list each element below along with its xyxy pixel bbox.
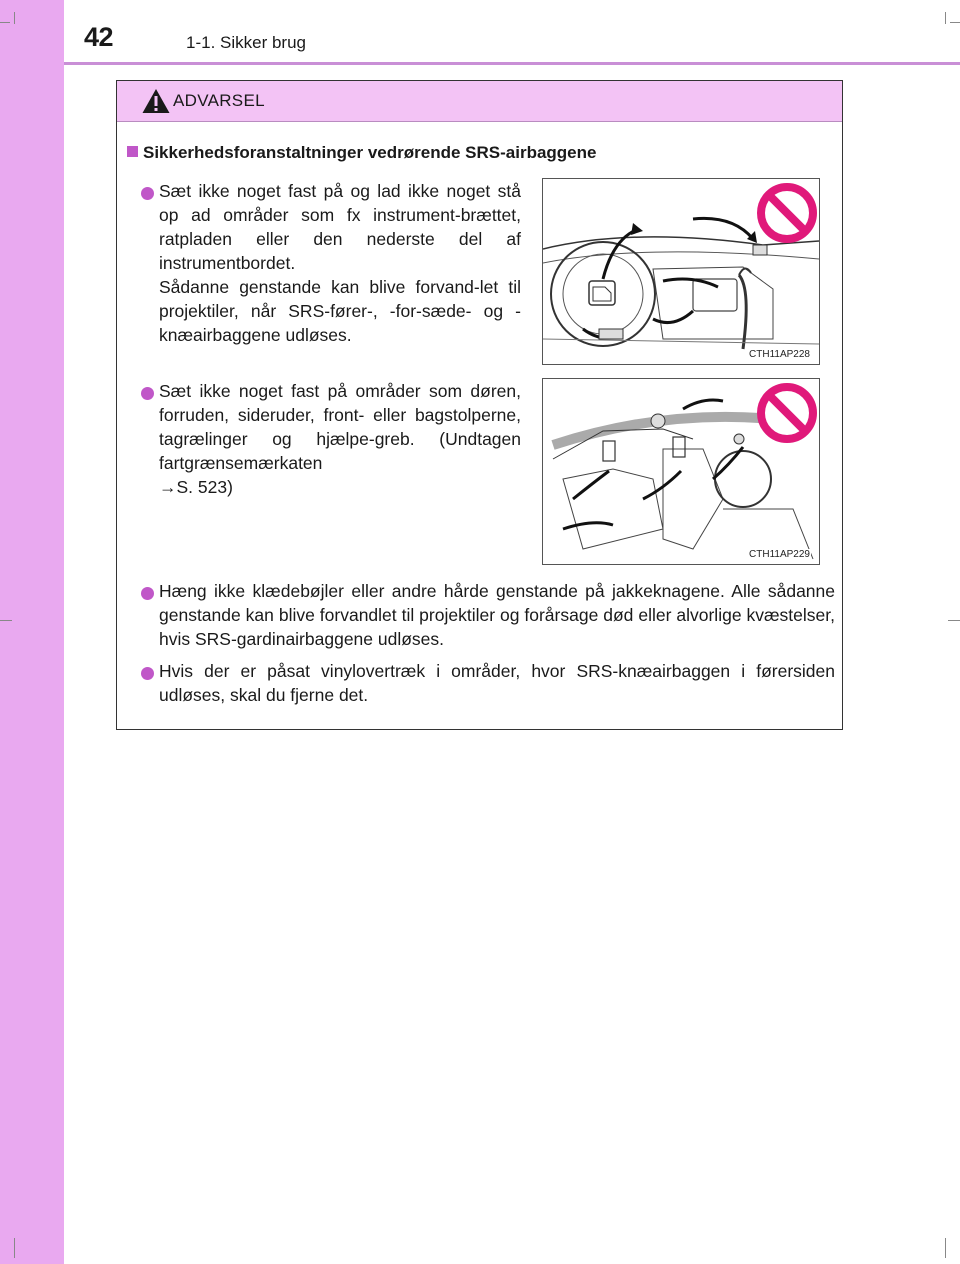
warning-item-2-text: Sæt ikke noget fast på områder som døren, forruden, sideruder, front- eller bagstolperne, tagrælinger og hjælpe-greb. (Undtagen fartgrænsemærkaten: [159, 381, 521, 473]
page-number: 42: [84, 22, 114, 52]
side-tab: [0, 0, 64, 1264]
bullet-icon: [141, 667, 154, 680]
warning-triangle-icon: [141, 87, 171, 115]
sub-heading: [127, 143, 596, 163]
warning-item-4-text: Hvis der er påsat vinylovertræk i områder, hvor SRS-knæairbaggen i førersiden udløses, skal du fjerne det.: [159, 661, 835, 705]
crop-mark: [948, 620, 960, 621]
section-title: 1-1. Sikker brug: [186, 33, 306, 52]
warning-box: [116, 80, 843, 730]
warning-header: [117, 81, 842, 122]
prohibition-icon: [755, 381, 819, 445]
figure-code: CTH11AP229: [749, 549, 810, 560]
crop-mark: [0, 620, 12, 621]
arrow-icon: →: [159, 477, 177, 497]
figure-interior: [542, 378, 820, 565]
bullet-icon: [141, 187, 154, 200]
warning-item-1-text-b: Sådanne genstande kan blive forvand-let til projektiler, når SRS-fører-, -for-sæde- og -knæairbaggene udløses.: [159, 277, 521, 345]
warning-item-3-text: Hæng ikke klædebøjler eller andre hårde genstande på jakkeknagene. Alle sådanne genstande kan blive forvandlet til projektiler og forårsage død eller alvorlige kvæstelser, hvis SRS-gardinairbaggene udløses.: [159, 581, 835, 649]
crop-mark: [945, 12, 946, 24]
page-reference[interactable]: S. 523): [176, 477, 233, 497]
sub-heading-text: Sikkerhedsforanstaltninger vedrørende SRS-airbaggene: [143, 143, 597, 162]
warning-item-3: [159, 579, 835, 651]
warning-item-4: [159, 659, 835, 707]
warning-item-2: [159, 379, 521, 499]
header-rule: [64, 62, 960, 65]
warning-item-1-text-a: Sæt ikke noget fast på og lad ikke noget stå op ad områder som fx instrument-brættet, ratpladen eller den nederste del af instrumentbordet.: [159, 181, 521, 273]
warning-item-1: [159, 179, 521, 347]
crop-mark: [945, 1238, 946, 1258]
warning-label: ADVARSEL: [173, 91, 265, 110]
crop-mark: [0, 22, 10, 23]
prohibition-icon: [755, 181, 819, 245]
bullet-icon: [141, 587, 154, 600]
crop-mark: [14, 12, 15, 24]
figure-dashboard: [542, 178, 820, 365]
bullet-icon: [141, 387, 154, 400]
crop-mark: [950, 22, 960, 23]
figure-code: CTH11AP228: [749, 349, 810, 360]
crop-mark: [14, 1238, 15, 1258]
square-bullet-icon: [127, 146, 138, 157]
